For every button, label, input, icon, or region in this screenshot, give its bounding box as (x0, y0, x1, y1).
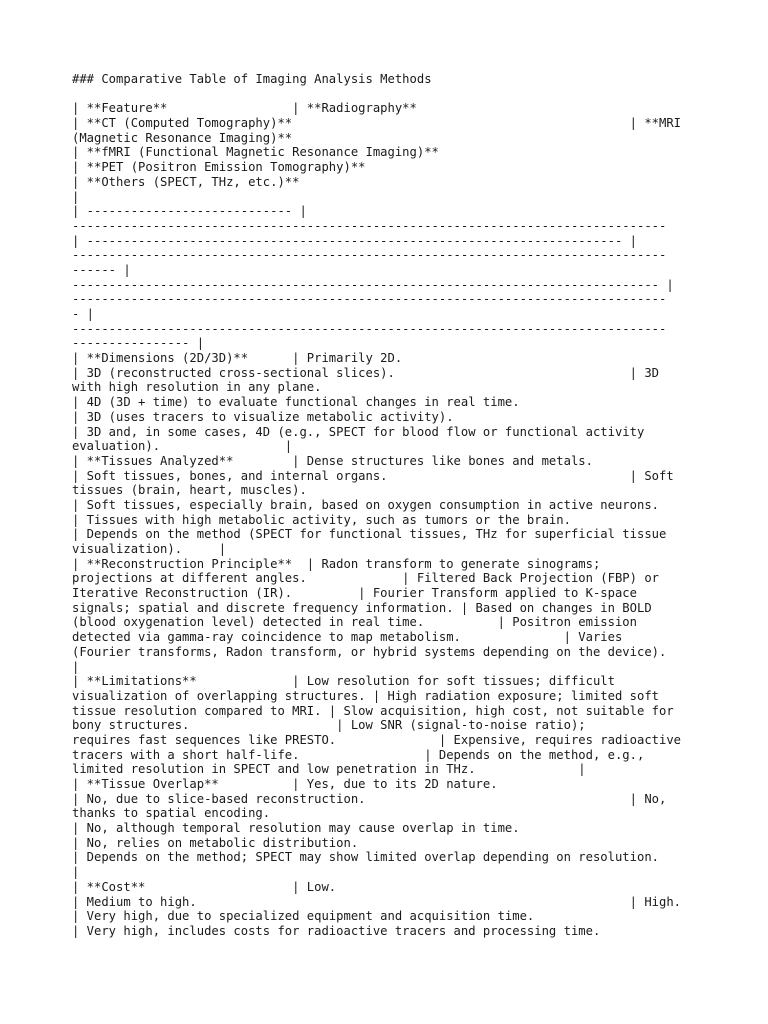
table-header-line: | (72, 189, 80, 204)
table-separator-line: ------ | (72, 262, 131, 277)
table-separator-line: --------------------------------------------------------------------------------- (72, 248, 667, 263)
table-separator-line: --------------------------------------------------------------------------------- (72, 292, 667, 307)
table-row-line-overlap: | (72, 865, 80, 880)
blank-line (72, 87, 704, 102)
table-row-line-reconstruction: signals; spatial and discrete frequency information. | Based on changes in BOLD (72, 600, 652, 615)
table-row-line-tissues: | Tissues with high metabolic activity, such as tumors or the brain. (72, 512, 571, 527)
table-row-line-overlap: thanks to spatial encoding. (72, 806, 271, 821)
table-row-line-dimensions: | 3D (uses tracers to visualize metabolic activity). (72, 409, 454, 424)
table-row-line-dimensions: with high resolution in any plane. (72, 380, 322, 395)
table-row-line-limitations: | **Tissue Overlap** | Yes, due to its 2D nature. (72, 777, 498, 791)
table-separator-line: | ------------------------------------------------------------------------- | (72, 233, 637, 248)
table-row-line-dimensions: | 4D (3D + time) to evaluate functional changes in real time. (72, 395, 520, 410)
table-row-line-limitations: requires fast sequences like PRESTO. | Expensive, requires radioactive (72, 732, 682, 747)
table-row-line-cost: | Very high, due to specialized equipment and acquisition time. (72, 909, 535, 924)
table-row-line-dimensions: | 3D and, in some cases, 4D (e.g., SPECT for blood flow or functional activity (72, 424, 645, 439)
table-header-line: | **Feature** | **Radiography** (72, 101, 417, 116)
table-separator-line: -------------------------------------------------------------------------------- | (72, 277, 674, 292)
table-row-line-tissues: | Depends on the method (SPECT for functional tissues, THz for superficial tissue (72, 527, 667, 542)
table-row-line-limitations: tissue resolution compared to MRI. | Slow acquisition, high cost, not suitable for (72, 703, 674, 718)
table-row-line-limitations: tracers with a short half-life. | Depends on the method, e.g., (72, 747, 645, 762)
table-row-line-tissues: | Soft tissues, bones, and internal organs. | Soft (72, 468, 674, 483)
table-row-line-tissues: visualization). | (72, 542, 227, 556)
table-header-line: | **fMRI (Functional Magnetic Resonance Imaging)** (72, 145, 439, 160)
table-header-line: | **CT (Computed Tomography)** | **MRI (72, 116, 682, 131)
table-row-line-reconstruction: (Fourier transforms, Radon transform, or hybrid systems depending on the device). (72, 644, 667, 659)
table-row-line-overlap: | No, due to slice-based reconstruction. | No, (72, 791, 667, 806)
table-header-line: | **PET (Positron Emission Tomography)** (72, 160, 366, 175)
table-row-line-reconstruction: | (72, 659, 80, 674)
table-row-line-reconstruction: Iterative Reconstruction (IR). | Fourier Transform applied to K-space (72, 586, 637, 601)
document-heading: ### Comparative Table of Imaging Analysis Methods (72, 72, 432, 86)
table-row-line-limitations: bony structures. | Low SNR (signal-to-noise ratio); (72, 718, 586, 733)
document-page (72, 72, 704, 953)
table-row-line-limitations: limited resolution in SPECT and low penetration in THz. | (72, 762, 586, 777)
table-header-line: (Magnetic Resonance Imaging)** (72, 130, 293, 145)
table-row-line-cost: | Very high, includes costs for radioactive tracers and processing time. (72, 923, 601, 938)
table-row-line-overlap: | **Cost** | Low. (72, 879, 337, 894)
table-row-line-dimensions: | **Dimensions (2D/3D)** | Primarily 2D. (72, 351, 403, 366)
table-row-line-limitations: | **Limitations** | Low resolution for soft tissues; difficult (72, 674, 615, 689)
table-row-line-overlap: | No, relies on metabolic distribution. (72, 835, 359, 850)
table-row-line-dimensions: evaluation). | (72, 439, 293, 454)
table-row-line-tissues: tissues (brain, heart, muscles). (72, 483, 307, 498)
table-separator-line: --------------------------------------------------------------------------------- (72, 218, 667, 233)
table-row-line-limitations: visualization of overlapping structures. | High radiation exposure; limited soft (72, 688, 659, 703)
table-row-line-overlap: | Depends on the method; SPECT may show limited overlap depending on resolution. (72, 850, 659, 865)
table-separator-line: --------------------------------------------------------------------------------- (72, 321, 667, 336)
table-row-line-reconstruction: | **Reconstruction Principle** | Radon transform to generate sinograms; (72, 556, 601, 571)
table-row-line-reconstruction: (blood oxygenation level) detected in real time. | Positron emission (72, 615, 637, 630)
table-row-line-cost (72, 939, 704, 954)
table-row-line-overlap: | No, although temporal resolution may cause overlap in time. (72, 821, 520, 836)
table-header-line: | **Others (SPECT, THz, etc.)** (72, 174, 300, 189)
table-row-line-reconstruction: projections at different angles. | Filtered Back Projection (FBP) or (72, 571, 659, 586)
table-row-line-dimensions: | 3D (reconstructed cross-sectional slices). | 3D (72, 365, 659, 380)
table-row-line-cost: | Medium to high. | High. (72, 894, 682, 909)
table-row-line-reconstruction: detected via gamma-ray coincidence to map metabolism. | Varies (72, 630, 623, 645)
table-row-line-tissues: | **Tissues Analyzed** | Dense structures like bones and metals. (72, 453, 593, 468)
table-separator-line: | ---------------------------- | (72, 204, 307, 219)
table-row-line-tissues: | Soft tissues, especially brain, based on oxygen consumption in active neurons. (72, 497, 659, 512)
table-separator-line: ---------------- | (72, 336, 205, 351)
table-separator-line: - | (72, 307, 95, 321)
